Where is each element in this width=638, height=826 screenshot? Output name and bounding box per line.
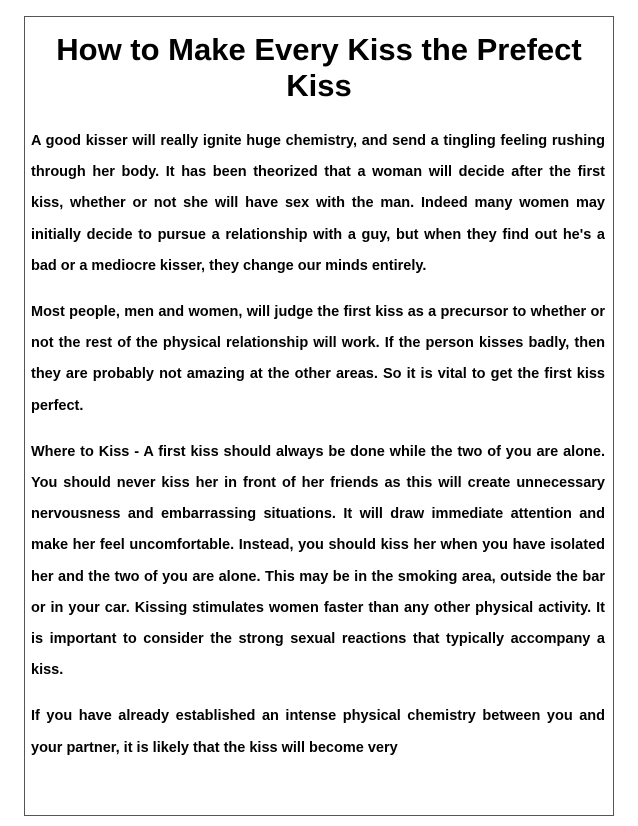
paragraph-1: A good kisser will really ignite huge chemistry, and send a tingling feeling rushing through her body. It has been theorized that a woman will decide after the first kiss, whether or not she will have sex with the man. Indeed many women may initially decide to pursue a relationship with a guy, but when they find out he's a bad or a mediocre kisser, they change our minds entirely. — [31, 133, 605, 274]
paragraph-3: Where to Kiss - A first kiss should always be done while the two of you are alone. You should never kiss her in front of her friends as this will create unnecessary nervousness and embarrassing situations. It will draw immediate attention and make her feel uncomfortable. Instead, you should kiss her when you have isolated her and the two of you are alone. This may be in the smoking area, outside the bar or in your car. Kissing stimulates women faster than any other physical activity. It is important to consider the strong sexual reactions that typically accompany a kiss. — [31, 443, 605, 679]
document-body — [31, 126, 605, 779]
paragraph-2: Most people, men and women, will judge the first kiss as a precursor to whether or not the rest of the physical relationship will work. If the person kisses badly, then they are probably not amazing at the other areas. So it is vital to get the first kiss perfect. — [31, 304, 605, 414]
document-title: How to Make Every Kiss the Prefect Kiss — [56, 32, 582, 103]
paragraph-4: If you have already established an intense physical chemistry between you and your partner, it is likely that the kiss will become very — [31, 708, 605, 756]
